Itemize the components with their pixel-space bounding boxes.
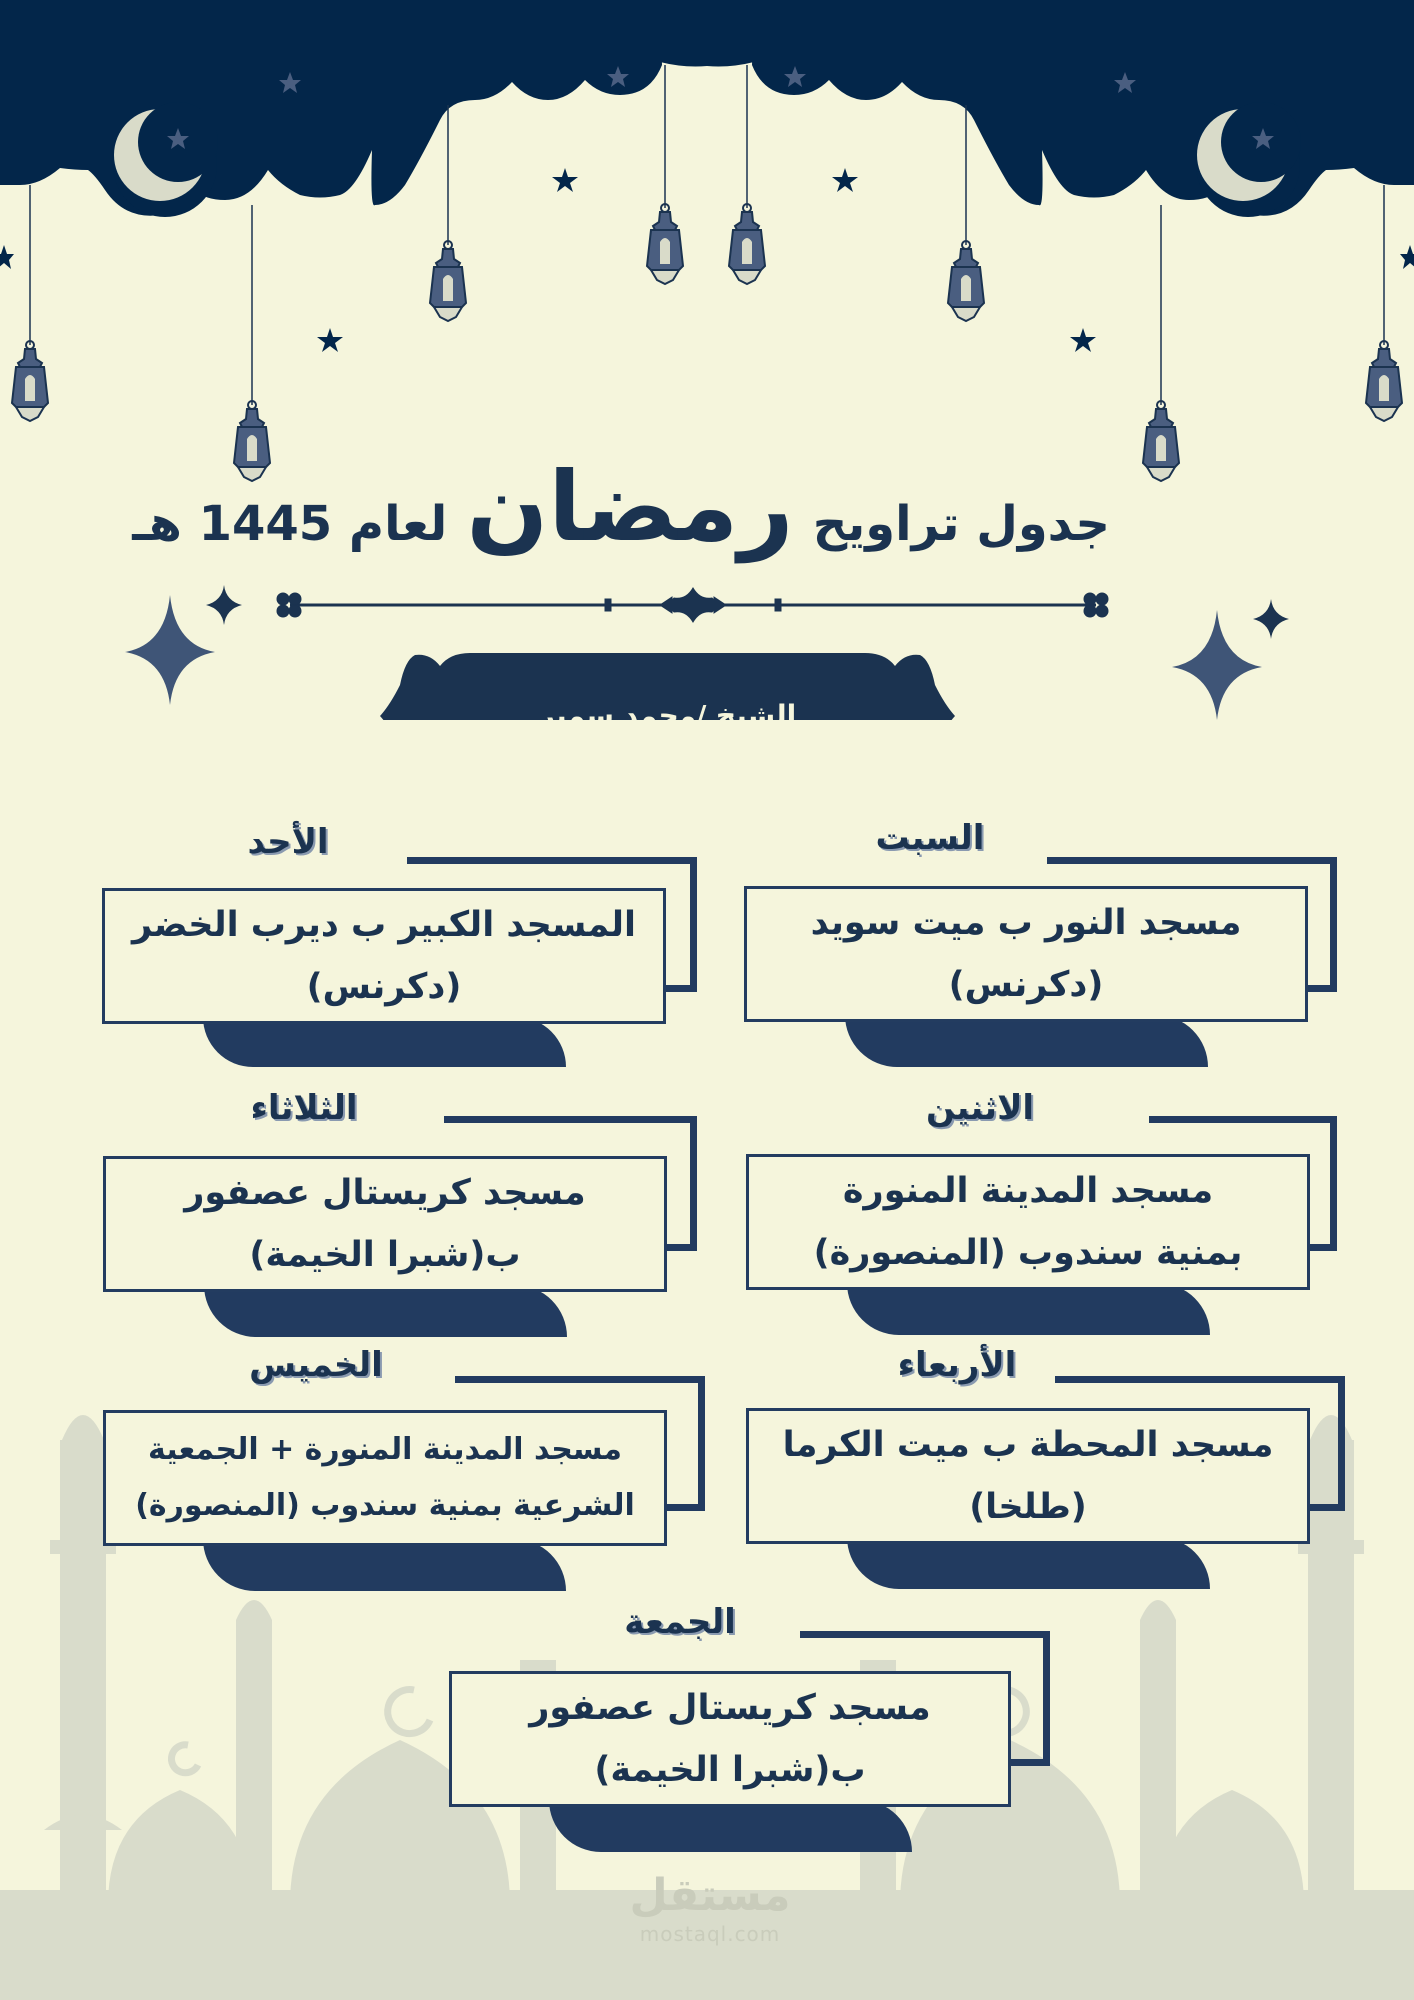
mosque-name: مسجد المحطة ب ميت الكرما xyxy=(782,1425,1274,1465)
mosque-name: مسجد المدينة المنورة + الجمعية xyxy=(148,1432,623,1467)
card-tab xyxy=(549,1800,912,1852)
schedule-card-monday xyxy=(746,1154,1310,1290)
mosque-name: مسجد المدينة المنورة xyxy=(842,1171,1214,1211)
card-tab xyxy=(845,1015,1208,1067)
schedule-card-sunday xyxy=(102,888,666,1024)
day-label-friday: الجمعة xyxy=(624,1602,736,1642)
card-tab xyxy=(847,1283,1210,1335)
title-suffix: لعام 1445 هـ xyxy=(132,496,448,552)
page-title xyxy=(132,392,1110,592)
watermark-arabic: مستقل xyxy=(629,1870,791,1921)
mosque-name: مسجد كريستال عصفور xyxy=(184,1173,586,1213)
watermark-latin: mostaql.com xyxy=(639,1922,781,1946)
day-label-wednesday: الأربعاء xyxy=(897,1345,1017,1385)
card-tab xyxy=(203,1017,566,1067)
day-label-monday: الاثنين xyxy=(925,1088,1035,1128)
card-tab xyxy=(203,1539,566,1591)
card-tab xyxy=(847,1537,1210,1589)
card-tab xyxy=(204,1285,567,1337)
mosque-location: (طلخا) xyxy=(969,1487,1087,1527)
title-prefix: جدول تراويح xyxy=(812,496,1110,552)
mosque-location: (دكرنس) xyxy=(948,965,1104,1005)
schedule-card-saturday xyxy=(744,886,1308,1022)
title-ramadan: رمضان xyxy=(466,451,794,563)
mosque-name: مسجد كريستال عصفور xyxy=(529,1688,931,1728)
schedule-card-wednesday xyxy=(746,1408,1310,1544)
mosque-location: (دكرنس) xyxy=(306,967,462,1007)
day-label-sunday: الأحد xyxy=(247,822,329,862)
mosque-location: ب(شبرا الخيمة) xyxy=(594,1750,866,1790)
divider-and-sparkles xyxy=(0,0,1414,720)
schedule-card-tuesday xyxy=(103,1156,667,1292)
mosque-name: مسجد النور ب ميت سويد xyxy=(810,903,1242,943)
mosque-location: الشرعية بمنية سندوب (المنصورة) xyxy=(135,1488,635,1523)
sparkle-icon xyxy=(125,595,215,705)
sparkle-icon xyxy=(1172,610,1262,720)
day-label-thursday: الخميس xyxy=(249,1345,383,1385)
mosque-name: المسجد الكبير ب ديرب الخضر xyxy=(131,905,637,945)
day-label-saturday: السبت xyxy=(875,818,985,858)
mosque-location: بمنية سندوب (المنصورة) xyxy=(813,1233,1243,1273)
watermark-logo xyxy=(610,1870,810,1946)
schedule-card-thursday xyxy=(103,1410,667,1546)
imam-name: الشيخ /محمد سمير xyxy=(538,699,797,732)
schedule-card-friday xyxy=(449,1671,1011,1807)
mosque-location: ب(شبرا الخيمة) xyxy=(249,1235,521,1275)
day-label-tuesday: الثلاثاء xyxy=(250,1088,358,1128)
